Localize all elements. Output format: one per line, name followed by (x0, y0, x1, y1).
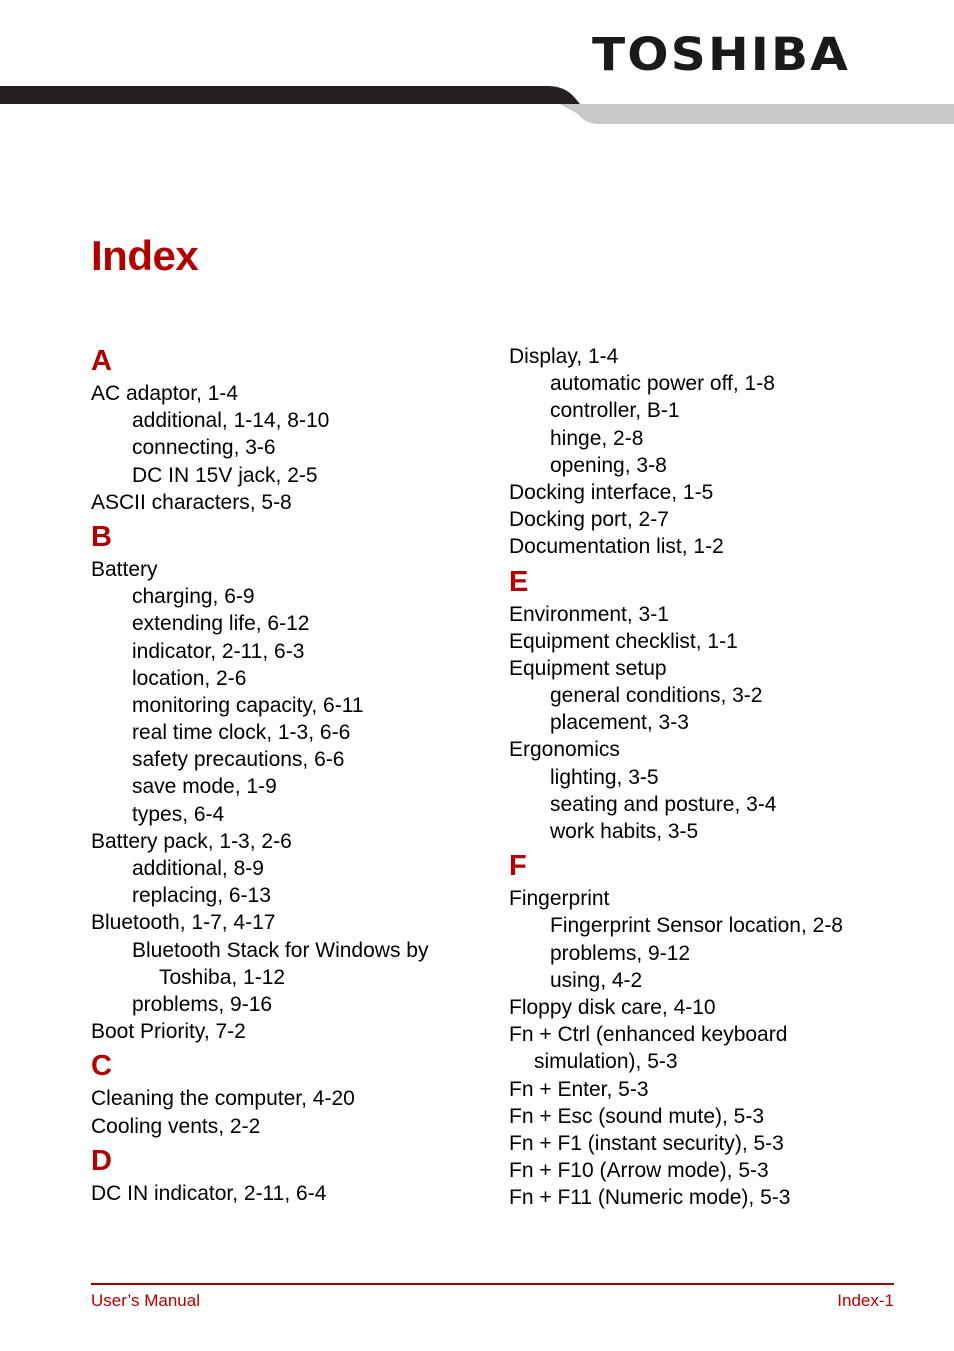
footer-page-number: Index-1 (837, 1291, 894, 1310)
section-letter-b: B (91, 520, 112, 553)
footer-divider (91, 1283, 894, 1285)
index-entry: AC adaptor, 1-4 (91, 382, 239, 405)
index-entry: Fn + F1 (instant security), 5-3 (509, 1131, 784, 1155)
index-entry: Fn + Ctrl (enhanced keyboard (509, 1023, 788, 1047)
index-entry: Bluetooth, 1-7, 4-17 (91, 911, 276, 935)
index-subentry: problems, 9-16 (132, 992, 273, 1016)
index-subentry: safety precautions, 6-6 (132, 748, 345, 772)
index-subentry: save mode, 1-9 (132, 775, 277, 799)
index-subentry: work habits, 3-5 (550, 820, 699, 843)
index-section-c (91, 1045, 491, 1139)
index-subentry: general conditions, 3-2 (550, 684, 763, 708)
index-subentry: replacing, 6-13 (132, 884, 271, 908)
section-letter-e: E (509, 565, 529, 598)
footer-manual-title: User’s Manual (91, 1291, 200, 1310)
index-section-b (91, 516, 491, 1045)
index-subentry: placement, 3-3 (550, 711, 689, 735)
index-entry: Cooling vents, 2-2 (91, 1114, 261, 1138)
index-entry: Fn + F10 (Arrow mode), 5-3 (509, 1159, 769, 1183)
index-entry: Cleaning the computer, 4-20 (91, 1087, 355, 1111)
index-subentry: types, 6-4 (132, 802, 225, 826)
index-section-d-continued (509, 343, 909, 561)
section-letter-f: F (509, 850, 527, 883)
index-section-e (509, 561, 909, 846)
section-letter-a: A (91, 345, 112, 377)
index-subentry: seating and posture, 3-4 (550, 792, 777, 816)
index-entry: Environment, 3-1 (509, 602, 669, 626)
index-subentry: opening, 3-8 (550, 453, 667, 477)
index-entry: Docking port, 2-7 (509, 508, 669, 532)
header-band-light (560, 104, 954, 124)
index-subentry: additional, 8-9 (132, 857, 264, 880)
index-entry: Fn + Esc (sound mute), 5-3 (509, 1104, 765, 1128)
toshiba-logo: TOSHIBA (592, 28, 851, 81)
index-entry: Display, 1-4 (509, 345, 619, 368)
index-subentry: controller, B-1 (550, 399, 680, 423)
index-entry: Equipment checklist, 1-1 (509, 629, 738, 653)
index-entry: Fingerprint (509, 887, 610, 911)
index-entry-continued: simulation), 5-3 (534, 1050, 678, 1074)
index-subentry: lighting, 3-5 (550, 765, 659, 789)
index-entry: Battery (91, 557, 158, 581)
index-column-right (509, 343, 909, 1211)
index-entry: Floppy disk care, 4-10 (509, 995, 716, 1019)
index-section-d (91, 1140, 491, 1207)
index-section-a (91, 340, 491, 516)
index-entry: Fn + F11 (Numeric mode), 5-3 (509, 1186, 791, 1210)
index-entry: ASCII characters, 5-8 (91, 490, 292, 514)
index-entry: Battery pack, 1-3, 2-6 (91, 829, 292, 853)
index-subentry: real time clock, 1-3, 6-6 (132, 721, 351, 745)
index-entry: Fn + Enter, 5-3 (509, 1077, 649, 1101)
index-subentry: additional, 1-14, 8-10 (132, 409, 330, 433)
index-subentry: automatic power off, 1-8 (550, 372, 775, 396)
index-entry: Docking interface, 1-5 (509, 480, 714, 504)
index-subentry: charging, 6-9 (132, 585, 255, 609)
index-subentry: connecting, 3-6 (132, 436, 276, 460)
index-subentry: extending life, 6-12 (132, 612, 310, 636)
index-subentry-continued: Toshiba, 1-12 (159, 965, 286, 989)
index-entry: DC IN indicator, 2-11, 6-4 (91, 1181, 327, 1205)
section-letter-c: C (91, 1050, 112, 1083)
header-band-dark (0, 86, 580, 104)
index-subentry: using, 4-2 (550, 968, 643, 992)
index-entry: Documentation list, 1-2 (509, 535, 724, 559)
index-subentry: location, 2-6 (132, 666, 247, 690)
index-subentry: DC IN 15V jack, 2-5 (132, 463, 318, 487)
index-entry: Boot Priority, 7-2 (91, 1020, 246, 1044)
index-subentry: monitoring capacity, 6-11 (132, 693, 364, 717)
index-entry: Equipment setup (509, 656, 667, 680)
index-column-left (91, 340, 491, 1207)
index-subentry: problems, 9-12 (550, 941, 691, 965)
index-subentry: hinge, 2-8 (550, 426, 644, 450)
index-entry: Ergonomics (509, 738, 620, 762)
index-subentry: Bluetooth Stack for Windows by (132, 938, 429, 962)
index-section-f (509, 845, 909, 1211)
page-title: Index (91, 232, 199, 279)
index-subentry: Fingerprint Sensor location, 2-8 (550, 914, 843, 938)
index-subentry: indicator, 2-11, 6-3 (132, 639, 305, 663)
section-letter-d: D (91, 1144, 112, 1177)
